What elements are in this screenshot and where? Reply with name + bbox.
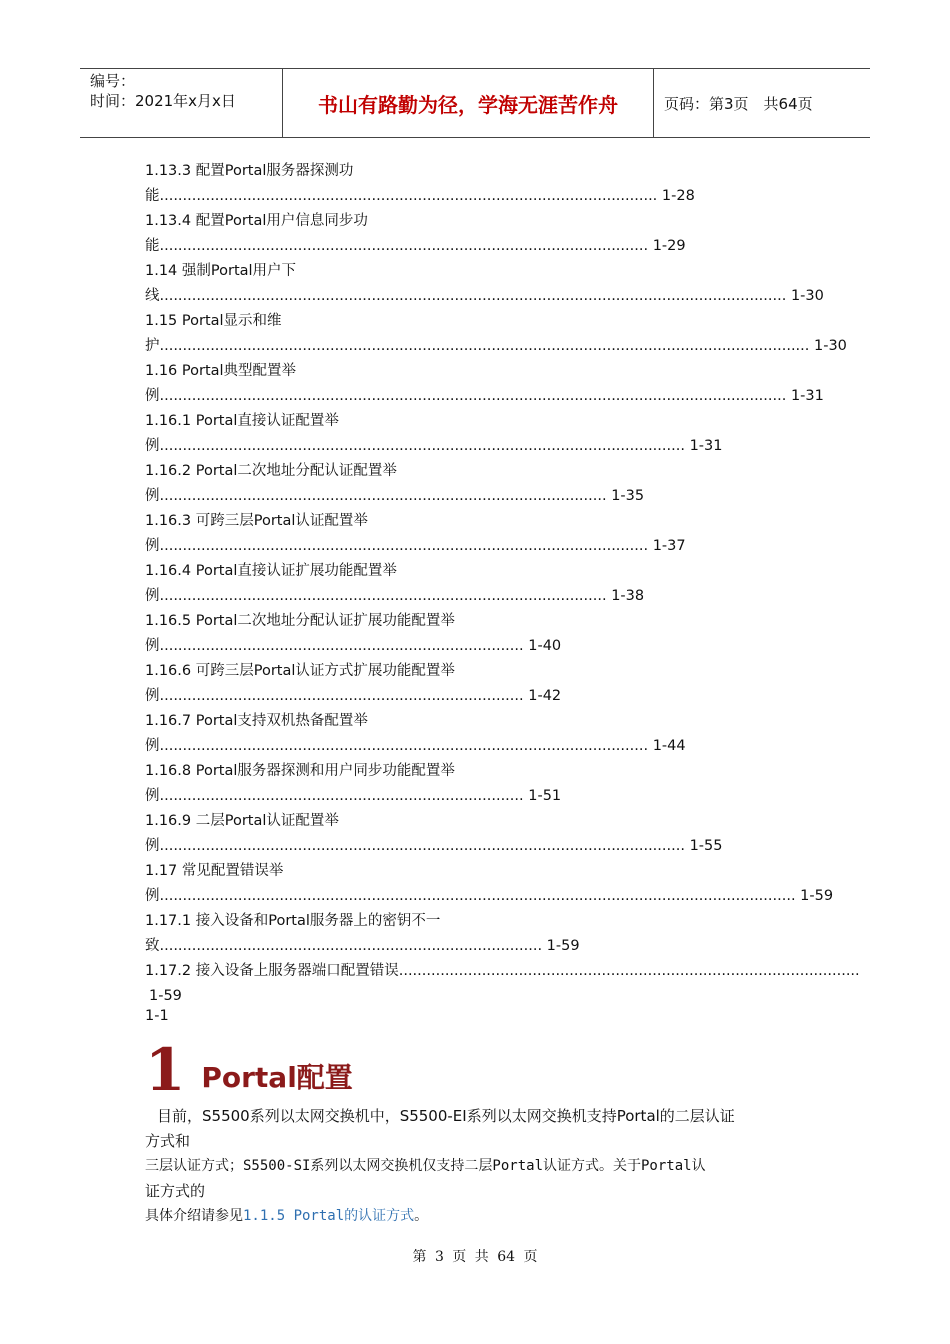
toc-entry-continuation: 例: [145, 388, 160, 404]
toc-entry-continuation: 能: [145, 238, 160, 254]
toc-entry-leader[interactable]: [145, 585, 825, 610]
toc-page-number: 1-28: [661, 188, 695, 204]
toc-dot-leader: ..........................................................................................................................................: [159, 888, 801, 904]
toc-page-number: 1-55: [689, 838, 723, 854]
toc-entry-leader[interactable]: [145, 835, 825, 860]
toc-entry-continuation: 护: [145, 338, 160, 354]
toc-dot-leader: ........................................................................................................................................: [159, 288, 791, 304]
toc-dot-leader: ..................................................................................................................: [159, 438, 690, 454]
page-header: [80, 68, 870, 138]
toc-page-number: 1-38: [611, 588, 645, 604]
toc-page-number: 1-35: [611, 488, 645, 504]
intro-line-2: 方式和: [145, 1132, 191, 1150]
toc-entry-leader[interactable]: [145, 985, 825, 1010]
toc-entry-leader[interactable]: [145, 335, 847, 360]
intro-line-1: 目前，S5500系列以太网交换机中，S5500-EI系列以太网交换机支持Portal的二层认证: [157, 1107, 735, 1125]
toc-dot-leader: ........................................................................................................................................: [159, 388, 791, 404]
header-time-label: 时间：2021年x月x日: [90, 92, 236, 110]
toc-page-number: 1-42: [528, 688, 562, 704]
toc-page-number: 1-44: [652, 738, 686, 754]
toc-entry-leader[interactable]: [145, 385, 825, 410]
toc-page-number: 1-30: [814, 338, 847, 354]
toc-entry-title[interactable]: 1.13.3 配置Portal服务器探测功: [145, 163, 354, 179]
toc-dot-leader: ...................................................................................: [159, 938, 547, 954]
auth-method-link[interactable]: 1.1.5 Portal的认证方式: [243, 1208, 415, 1224]
toc-entry-leader[interactable]: [145, 435, 825, 460]
toc-dot-leader: .................................................................................................: [159, 588, 612, 604]
header-motto: 书山有路勤为径，学海无涯苦作舟: [282, 69, 654, 137]
table-of-contents: [145, 160, 860, 1010]
toc-dot-leader: .............................................................................................................................................: [159, 338, 814, 354]
toc-entry-continuation: 例: [145, 838, 160, 854]
toc-entry-leader[interactable]: [145, 535, 825, 560]
toc-entry-leader[interactable]: [145, 485, 825, 510]
toc-entry-title[interactable]: 1.16 Portal典型配置举: [145, 363, 297, 379]
toc-page-number: 1-59: [149, 988, 182, 1004]
toc-page-number: 1-51: [528, 788, 562, 804]
intro-paragraph: [145, 1104, 805, 1229]
header-number-label: 编号：: [90, 72, 136, 90]
toc-entry-title[interactable]: 1.17 常见配置错误举: [145, 863, 284, 879]
toc-entry-continuation: 例: [145, 888, 160, 904]
toc-entry-continuation: 例: [145, 438, 160, 454]
toc-entry-leader[interactable]: [145, 935, 825, 960]
page-marker: 1-1: [145, 1008, 169, 1024]
toc-entry-leader[interactable]: [145, 235, 825, 260]
toc-entry-leader[interactable]: [145, 885, 834, 910]
toc-dot-leader: ...............................................................................: [159, 638, 529, 654]
toc-entry-title[interactable]: 1.16.6 可跨三层Portal认证方式扩展功能配置举: [145, 663, 455, 679]
toc-page-number: 1-29: [652, 238, 686, 254]
toc-entry-leader[interactable]: [145, 735, 825, 760]
toc-page-number: 1-59: [800, 888, 834, 904]
intro-line-5-prefix: 具体介绍请参见: [145, 1208, 243, 1224]
toc-dot-leader: ............................................................................................................: [159, 188, 662, 204]
toc-entry-title[interactable]: 1.14 强制Portal用户下: [145, 263, 297, 279]
toc-page-number: 1-59: [546, 938, 580, 954]
toc-dot-leader: ...............................................................................: [159, 688, 529, 704]
toc-entry-leader[interactable]: [145, 185, 825, 210]
intro-line-5: [145, 1204, 805, 1229]
toc-entry-leader[interactable]: [145, 635, 825, 660]
header-meta: [80, 69, 282, 137]
toc-entry-continuation: 能: [145, 188, 160, 204]
toc-entry-continuation: 例: [145, 638, 160, 654]
toc-entry-title[interactable]: 1.16.5 Portal二次地址分配认证扩展功能配置举: [145, 613, 455, 629]
chapter-heading: [145, 1036, 353, 1104]
toc-dot-leader: ..........................................................................................................: [159, 738, 653, 754]
intro-line-3: 三层认证方式；S5500-SI系列以太网交换机仅支持二层Portal认证方式。关于Portal认: [145, 1158, 706, 1174]
toc-entry-leader[interactable]: [145, 785, 825, 810]
toc-entry-continuation: 例: [145, 788, 160, 804]
intro-line-5-suffix: 。: [414, 1208, 429, 1224]
toc-entry-title[interactable]: 1.16.7 Portal支持双机热备配置举: [145, 713, 368, 729]
toc-entry-title[interactable]: 1.15 Portal显示和维: [145, 313, 282, 329]
toc-entry-title[interactable]: [145, 960, 860, 985]
toc-entry-continuation: 致: [145, 938, 160, 954]
toc-entry-title[interactable]: 1.16.2 Portal二次地址分配认证配置举: [145, 463, 397, 479]
intro-line-4: 证方式的: [145, 1182, 206, 1200]
toc-entry-leader[interactable]: [145, 285, 825, 310]
toc-entry-title[interactable]: 1.16.3 可跨三层Portal认证配置举: [145, 513, 368, 529]
chapter-number: 1: [145, 1036, 186, 1104]
toc-entry-continuation: 例: [145, 688, 160, 704]
chapter-title: Portal配置: [201, 1061, 353, 1094]
toc-entry-title[interactable]: 1.16.1 Portal直接认证配置举: [145, 413, 339, 429]
toc-entry-continuation: 例: [145, 588, 160, 604]
toc-entry-continuation: 线: [145, 288, 160, 304]
toc-page-number: 1-31: [790, 388, 824, 404]
toc-entry-continuation: 例: [145, 488, 160, 504]
toc-page-number: 1-37: [652, 538, 686, 554]
toc-dot-leader: ..........................................................................................................: [159, 538, 653, 554]
toc-entry-continuation: 例: [145, 738, 160, 754]
toc-page-number: 1-30: [790, 288, 824, 304]
header-page-info: 页码：第3页 共64页: [664, 94, 813, 113]
toc-dot-leader: ...............................................................................: [159, 788, 529, 804]
toc-entry-continuation: 例: [145, 538, 160, 554]
toc-dot-leader: .................................................................................................: [159, 488, 612, 504]
toc-dot-leader: ..................................................................................................................: [159, 838, 690, 854]
toc-dot-leader: ..........................................................................................................: [159, 238, 653, 254]
toc-entry-title[interactable]: 1.16.4 Portal直接认证扩展功能配置举: [145, 563, 397, 579]
toc-entry-title[interactable]: 1.13.4 配置Portal用户信息同步功: [145, 213, 368, 229]
toc-page-number: 1-40: [528, 638, 562, 654]
toc-entry-title-text: 1.17.2 接入设备上服务器端口配置错误: [145, 963, 399, 979]
toc-entry-leader[interactable]: [145, 685, 825, 710]
page-footer: 第 3 页 共 64 页: [412, 1249, 538, 1265]
toc-entry-title[interactable]: 1.16.9 二层Portal认证配置举: [145, 813, 339, 829]
toc-dot-leader: ....................................................................................................: [398, 963, 860, 979]
toc-page-number: 1-31: [689, 438, 723, 454]
toc-entry-title[interactable]: 1.17.1 接入设备和Portal服务器上的密钥不一: [145, 913, 441, 929]
toc-entry-title[interactable]: 1.16.8 Portal服务器探测和用户同步功能配置举: [145, 763, 455, 779]
